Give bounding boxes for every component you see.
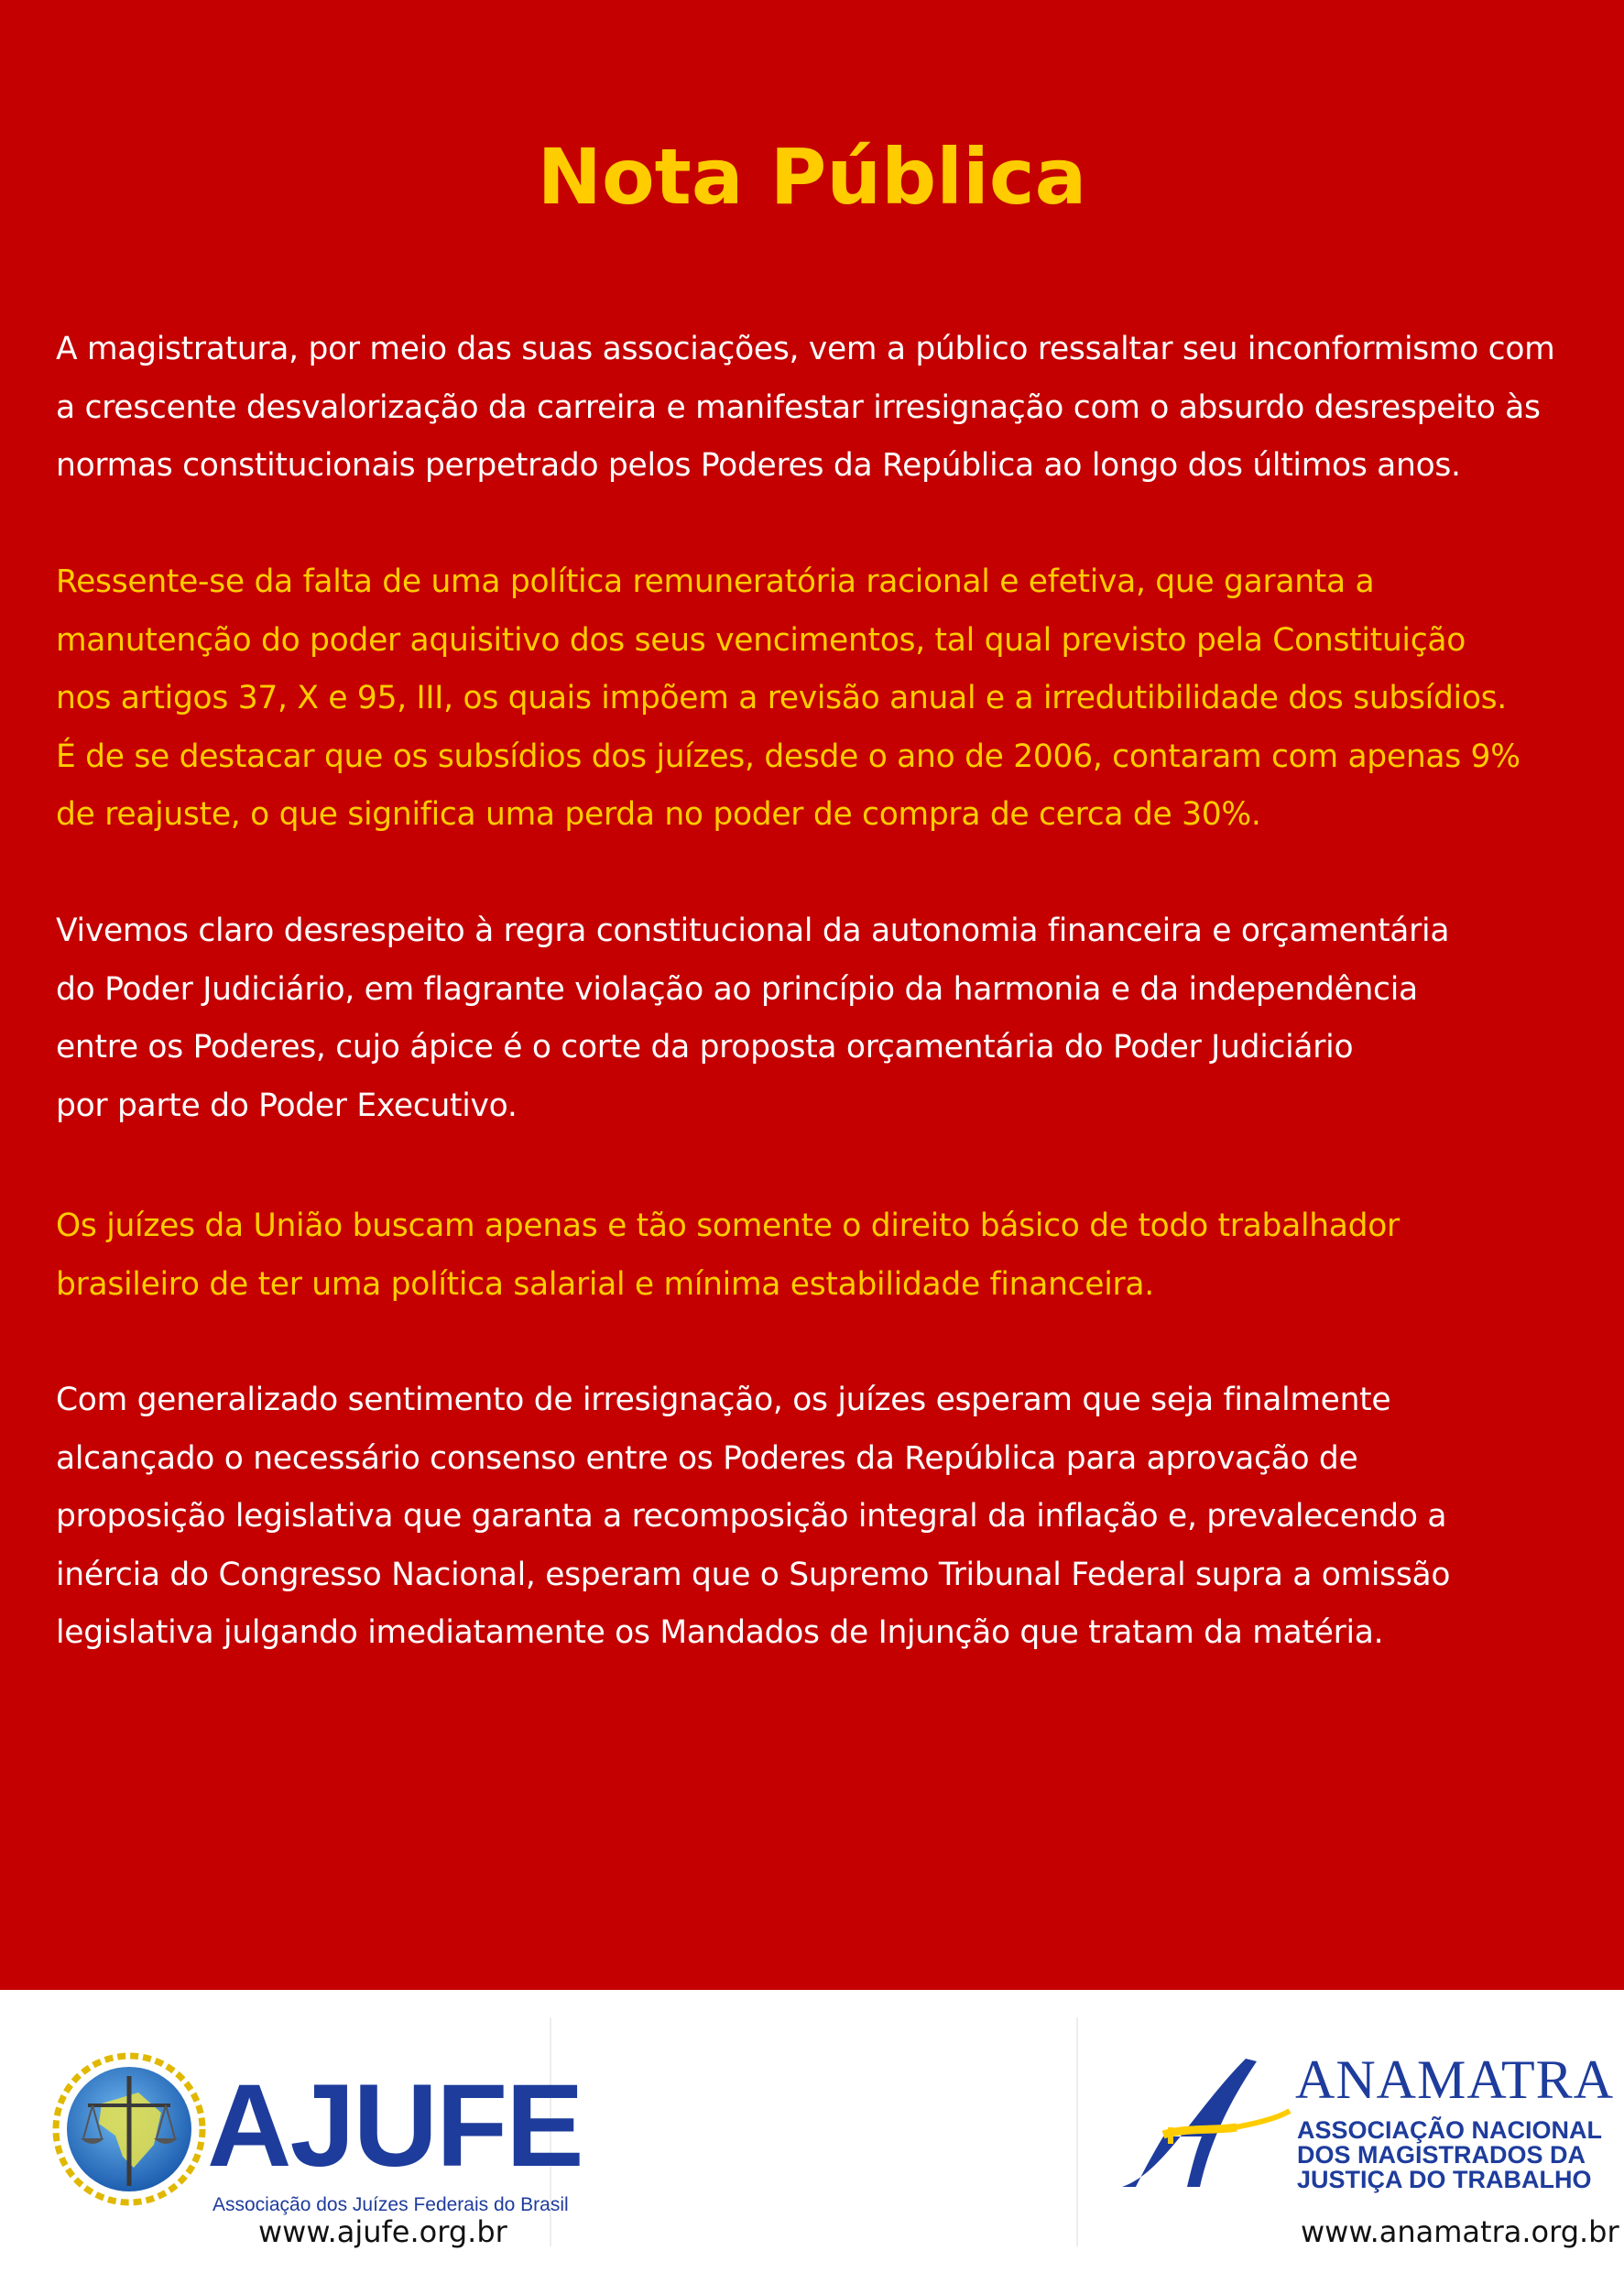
anamatra-url[interactable]: www.anamatra.org.br <box>1301 2214 1619 2249</box>
paragraph-3: Vivemos claro desrespeito à regra constitucional da autonomia financeira e orçamentária do Poder Judiciário, em flagrante violação ao princípio da harmonia e da independência entre os Poderes, cujo ápice é o corte da proposta orçamentária do Poder Judiciário por parte do Poder Executivo. <box>56 912 1450 1124</box>
ajufe-url[interactable]: www.ajufe.org.br <box>258 2214 507 2249</box>
footer-logos <box>0 1990 1624 2273</box>
anamatra-line-1: ASSOCIAÇÃO NACIONAL <box>1297 2116 1603 2144</box>
paragraph-1: A magistratura, por meio das suas associações, vem a público ressaltar seu inconformismo com a crescente desvalorização da carreira e manifestar irresignação com o absurdo desrespeito às normas constitucionais perpetrado pelos Poderes da República ao longo dos últimos anos. <box>56 331 1555 484</box>
paragraph-5: Com generalizado sentimento de irresignação, os juízes esperam que seja finalmente alcançado o necessário consenso entre os Poderes da República para aprovação de proposição legislativa que garanta a recomposição integral da inflação e, prevalecendo a inércia do Congresso Nacional, esperam que o Supremo Tribunal Federal supra a omissão legislativa julgando imediatamente os Mandados de Injunção que tratam da matéria. <box>56 1382 1451 1651</box>
paragraph-2: Ressente-se da falta de uma política remuneratória racional e efetiva, que garanta a manutenção do poder aquisitivo dos seus vencimentos, tal qual previsto pela Constituição nos artigos 37, X e 95, III, os quais impõem a revisão anual e a irredutibilidade dos subsídios. É de se destacar que os subsídios dos juízes, desde o ano de 2006, contaram com apenas 9% de reajuste, o que significa uma perda no poder de compra de cerca de 30%. <box>56 563 1520 833</box>
ajufe-subtitle: Associação dos Juízes Federais do Brasil <box>213 2194 569 2215</box>
anamatra-logo-text: ANAMATRA <box>1295 2049 1615 2110</box>
footer-divider <box>1076 2017 1078 2246</box>
page-title: Nota Pública <box>537 132 1087 222</box>
ajufe-emblem-icon <box>51 2049 207 2210</box>
anamatra-line-2: DOS MAGISTRADOS DA <box>1297 2141 1586 2169</box>
paragraph-4: Os juízes da União buscam apenas e tão somente o direito básico de todo trabalhador brasileiro de ter uma política salarial e mínima estabilidade financeira. <box>56 1208 1400 1303</box>
anamatra-line-3: JUSTIÇA DO TRABALHO <box>1297 2166 1592 2193</box>
ajufe-logo-text: AJUFE <box>207 2060 583 2191</box>
anamatra-a-icon <box>1108 2054 1292 2191</box>
